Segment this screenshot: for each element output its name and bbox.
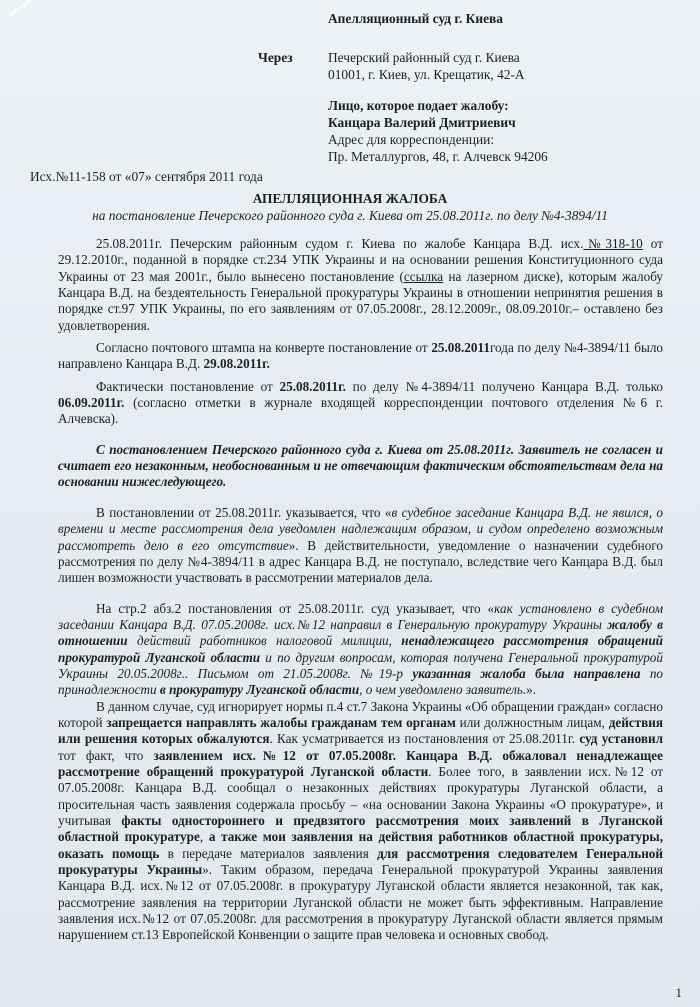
case-reference-link: №318-10 bbox=[583, 236, 643, 251]
lead-statement: С постановлением Печерского районного суда г. Киева от 25.08.2011г. Заявитель не согласен и считает его незаконным, необоснованным и не отвечающим фактическим обстоятельствам дела на основании нижеследующего. bbox=[58, 441, 663, 490]
document-title: АПЕЛЛЯЦИОННАЯ ЖАЛОБА bbox=[252, 191, 448, 206]
addressee-court: Апелляционный суд г. Киева bbox=[328, 11, 503, 26]
mail-address: Пр. Металлургов, 48, г. Алчевск 94206 bbox=[328, 149, 548, 164]
applicant-label: Лицо, которое подает жалобу: bbox=[328, 98, 509, 113]
via-court: Печерский районный суд г. Киева bbox=[328, 50, 520, 65]
mail-label: Адрес для корреспонденции: bbox=[328, 132, 495, 147]
page-number: 1 bbox=[675, 985, 682, 1000]
paragraph-5: На стр.2 абз.2 постановления от 25.08.2011г. суд указывает, что «как установлено в судебном заседании Канцара В.Д. 07.05.2008г. исх.№12 направил в Генеральную прокуратуру Украины жалобу в отношении действий работников налоговой милиции, ненадлежащего рассмотрения обращений прокуратурой Луганской области и по другим вопросам, которая получена Генеральной прокуратурой Украины 20.05.2008г.. Письмом от 21.05.2008г. №19-р указанная жалоба была направлена по принадлежности в прокуратуру Луганской области, о чем уведомлено заявитель.». bbox=[58, 600, 663, 698]
paragraph-6: В данном случае, суд игнорирует нормы п.4 ст.7 Закона Украины «Об обращении граждан» согласно которой запрещается направлять жалобы гражданам тем органам или должностным лицам, действия или решения которых обжалуются. Как усматривается из постановления от 25.08.2011г. суд установил тот факт, что заявлением исх.№12 от 07.05.2008г. Канцара В.Д. обжаловал ненадлежащее рассмотрение обращений прокуратурой Луганской области. Более того, в заявлении исх.№12 от 07.05.2008г. Канцара В.Д. сообщал о незаконных действиях прокуратуры Луганской области, а просительная часть заявления содержала просьбу – «на основании Закона Украины «О прокуратуре», и учитывая факты одностороннего и предвзятого рассмотрения моих заявлений в Луганской областной прокуратуре, а также мои заявления на действия работников областной прокуратуры, оказать помощь в передаче материалов заявления для рассмотрения следователем Генеральной прокуратуры Украины». Таким образом, передача Генеральной прокуратурой Украины заявления Канцара В.Д. исх.№12 от 07.05.2008г. в прокуратуру Луганской области является незаконной, так как, рассмотрение заявления на территории Луганской области не может быть эффективным. Направление заявления исх.№12 от 07.05.2008г. для рассмотрения в прокуратуру Луганской области является прямым нарушением ст.13 Европейской Конвенции о защите прав человека и основных свобод. bbox=[58, 698, 664, 943]
disc-reference-link: ссылка bbox=[403, 268, 444, 284]
outgoing-number: Исх.№11-158 от «07» сентября 2011 года bbox=[30, 169, 263, 184]
via-address: 01001, г. Киев, ул. Крещатик, 42-А bbox=[328, 67, 525, 82]
document-body bbox=[58, 236, 663, 944]
via-label: Через bbox=[258, 50, 293, 65]
paragraph-3: Фактически постановление от 25.08.2011г. по делу №4-3894/11 получено Канцара В.Д. только 06.09.2011г. (согласно отметки в журнале входящей корреспонденции почтового отделения №6 г. Алчевска). bbox=[58, 378, 663, 427]
applicant-name: Канцара Валерий Дмитриевич bbox=[328, 115, 516, 130]
document-subtitle: на постановление Печерского районного суда г. Киева от 25.08.2011г. по делу №4-3894/11 bbox=[92, 208, 608, 223]
paragraph-2: Согласно почтового штампа на конверте постановление от 25.08.2011года по делу №4-3894/11 было направлено Канцара В.Д. 29.08.2011г. bbox=[58, 340, 663, 372]
paragraph-4: В постановлении от 25.08.2011г. указывается, что «в судебное заседание Канцара В.Д. не явился, о времени и месте рассмотрения дела уведомлен надлежащим образом, и судом определено возможным рассмотреть дело в его отсутствие». В действительности, уведомление о назначении судебного рассмотрения по делу №4-3894/11 в адрес Канцара В.Д. не поступало, вследствие чего Канцара В.Д. был лишен возможности участвовать в рассмотрении материалов дела. bbox=[58, 504, 663, 586]
paragraph-1: 25.08.2011г. Печерским районным судом г. Киева по жалобе Канцара В.Д. исх.№318-10 от 29.12.2010г., поданной в порядке ст.234 УПК Украины и на основании решения Конституционного суда Украины от 23 мая 2001г., было вынесено постановление (ссылка на лазерном диске), которым жалобу Канцара В.Д. на бездеятельность Генеральной прокуратуры Украины в отношении непринятия решения в порядке ст.97 УПК Украины, по его заявлениям от 07.05.2008г., 28.12.2009г., 08.09.2010г.– оставлено без удовлетворения. bbox=[58, 236, 664, 333]
scan-glare bbox=[8, 0, 38, 16]
